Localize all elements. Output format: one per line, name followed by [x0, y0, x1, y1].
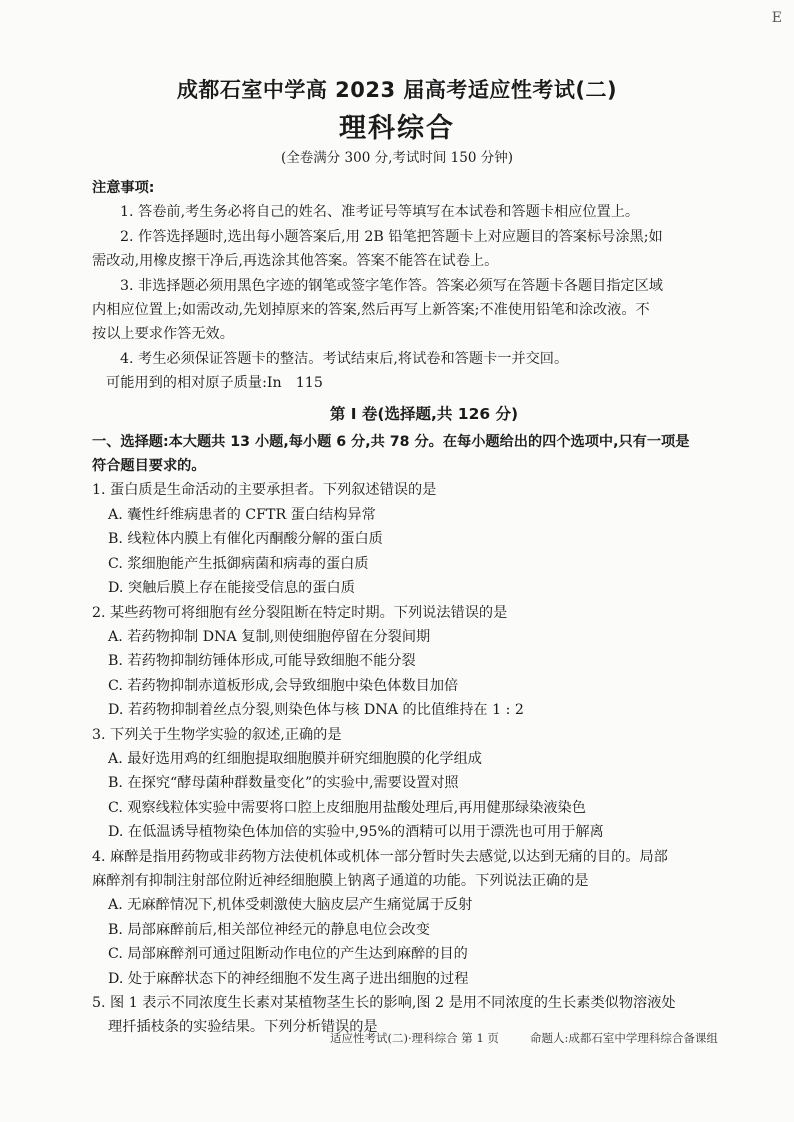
note-line: 2. 作答选择题时,选出每小题答案后,用 2B 铅笔把答题卡上对应题目的答案标号涂黑;如 — [120, 228, 663, 245]
question-4 — [92, 845, 756, 991]
question-3 — [92, 723, 756, 845]
footer-author: 命题人:成都石室中学理科综合备课组 — [530, 1031, 718, 1045]
option-b: B. 在探究“酵母菌种群数量变化”的实验中,需要设置对照 — [108, 775, 459, 792]
question-stem: 4. 麻醉是指用药物或非药物方法使机体或机体一部分暂时失去感觉,以达到无痛的目的。局部 — [92, 848, 668, 865]
note-line: 4. 考生必须保证答题卡的整洁。考试结束后,将试卷和答题卡一并交回。 — [120, 350, 569, 367]
exam-content — [92, 176, 756, 1040]
note-line: 内相应位置上;如需改动,先划掉原来的答案,然后再写上新答案;不准使用铅笔和涂改液。不 — [92, 302, 650, 319]
option-d: D. 突触后膜上存在能接受信息的蛋白质 — [108, 580, 355, 597]
notes-heading: 注意事项: — [92, 180, 155, 196]
section-title: 第 Ⅰ 卷(选择题,共 126 分) — [329, 404, 519, 423]
option-b: B. 局部麻醉前后,相关部位神经元的静息电位会改变 — [108, 921, 430, 938]
option-a: A. 无麻醉情况下,机体受刺激使大脑皮层产生痛觉属于反射 — [108, 897, 473, 914]
option-a: A. 若药物抑制 DNA 复制,则使细胞停留在分裂间期 — [108, 628, 431, 645]
exam-title: 成都石室中学高 2023 届高考适应性考试(二) — [176, 78, 618, 102]
option-c: C. 局部麻醉剂可通过阻断动作电位的产生达到麻醉的目的 — [108, 946, 468, 963]
question-stem: 2. 某些药物可将细胞有丝分裂阻断在特定时期。下列说法错误的是 — [92, 604, 508, 621]
question-stem: 3. 下列关于生物学实验的叙述,正确的是 — [92, 726, 342, 743]
question-1 — [92, 478, 756, 600]
exam-subject: 理科综合 — [339, 113, 455, 144]
score-info: (全卷满分 300 分,考试时间 150 分钟) — [280, 150, 514, 166]
question-stem-cont: 理扦插枝条的实验结果。下列分析错误的是 — [108, 1019, 378, 1036]
option-c: C. 观察线粒体实验中需要将口腔上皮细胞用盐酸处理后,再用健那绿染液染色 — [108, 799, 586, 816]
option-d: D. 在低温诱导植物染色体加倍的实验中,95%的酒精可以用于漂洗也可用于解离 — [108, 824, 604, 841]
corner-mark: E — [771, 10, 782, 26]
note-line: 1. 答卷前,考生务必将自己的姓名、准考证号等填写在本试卷和答题卡相应位置上。 — [120, 204, 640, 221]
page-footer — [0, 1030, 794, 1050]
option-a: A. 囊性纤维病患者的 CFTR 蛋白结构异常 — [108, 506, 376, 523]
note-line: 需改动,用橡皮擦干净后,再选涂其他答案。答案不能答在试卷上。 — [92, 253, 499, 270]
footer-page-info: 适应性考试(二)·理科综合 第 1 页 — [330, 1031, 499, 1045]
question-stem-cont: 麻醉剂有抑制注射部位附近神经细胞膜上钠离子通道的功能。下列说法正确的是 — [92, 872, 589, 889]
option-c: C. 浆细胞能产生抵御病菌和病毒的蛋白质 — [108, 555, 369, 572]
section-intro: 符合题目要求的。 — [92, 458, 206, 475]
option-b: B. 若药物抑制纺锤体形成,可能导致细胞不能分裂 — [108, 653, 416, 670]
note-line: 可能用到的相对原子质量:In 115 — [106, 375, 323, 392]
question-stem: 1. 蛋白质是生命活动的主要承担者。下列叙述错误的是 — [92, 482, 437, 499]
question-2 — [92, 601, 756, 723]
question-stem: 5. 图 1 表示不同浓度生长素对某植物茎生长的影响,图 2 是用不同浓度的生长素类似物溶液处 — [92, 995, 676, 1011]
section-intro: 一、选择题:本大题共 13 小题,每小题 6 分,共 78 分。在每小题给出的四个选项中,只有一项是 — [92, 433, 690, 450]
note-line: 3. 非选择题必须用黑色字迹的钢笔或签字笔作答。答案必须写在答题卡各题目指定区域 — [120, 277, 663, 294]
option-a: A. 最好选用鸡的红细胞提取细胞膜并研究细胞膜的化学组成 — [108, 750, 482, 767]
note-line: 按以上要求作答无效。 — [92, 326, 234, 343]
option-c: C. 若药物抑制赤道板形成,会导致细胞中染色体数目加倍 — [108, 677, 459, 694]
option-b: B. 线粒体内膜上有催化丙酮酸分解的蛋白质 — [108, 531, 383, 548]
option-d: D. 处于麻醉状态下的神经细胞不发生离子进出细胞的过程 — [108, 970, 469, 987]
option-d: D. 若药物抑制着丝点分裂,则染色体与核 DNA 的比值维持在 1 : 2 — [108, 702, 524, 719]
